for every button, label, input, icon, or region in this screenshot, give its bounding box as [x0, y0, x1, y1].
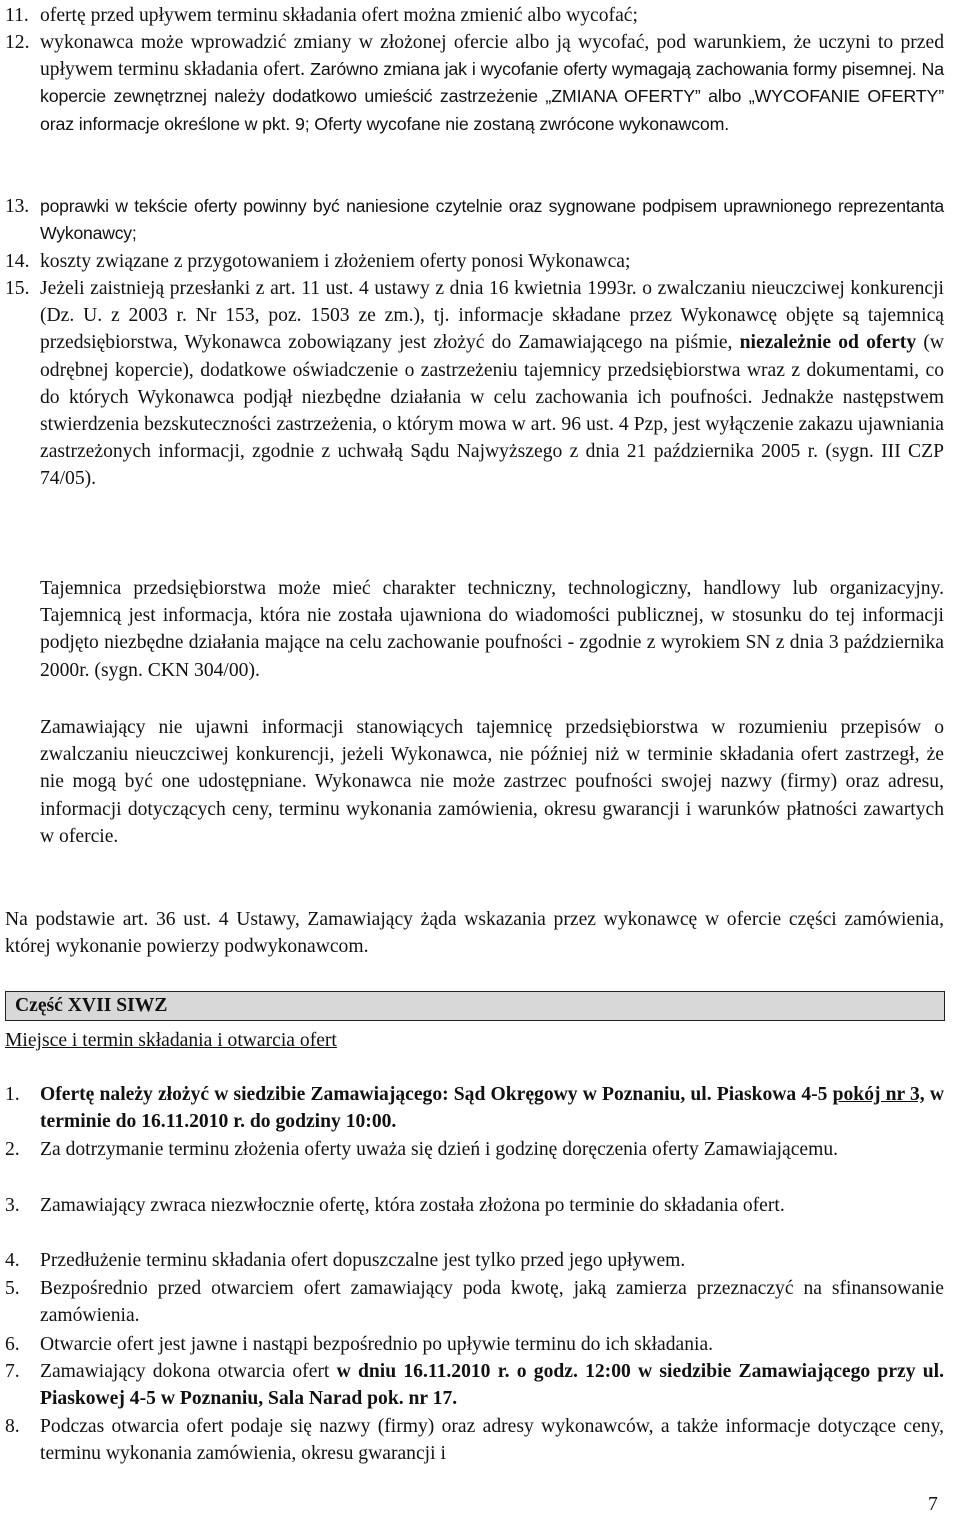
item-number: 11.	[5, 5, 29, 26]
item-text: Zamawiający zwraca niezwłocznie ofertę, która została złożona po terminie do składania ofert.	[40, 1195, 785, 1216]
item-text-part-a: Zamawiający dokona otwarcia ofert	[40, 1361, 337, 1382]
paragraph-text: Zamawiający nie ujawni informacji stanowiących tajemnicę przedsiębiorstwa w rozumieniu przepisów o zwalczaniu nieuczciwej konkurencji, jeżeli Wykonawca, nie później niż w terminie składania ofert zastrzegł, że nie mogą być one udostępniane. Wykonawca nie może zastrzec poufności swojej nazwy (firmy) oraz adresu, informacji dotyczących ceny, terminu wykonania zamówienia, okresu gwarancji i warunków płatności zawartych w ofercie.	[40, 717, 944, 847]
item-text-part-b: Zarówno zmiana jak i wycofanie oferty wymagają zachowania formy pisemnej. Na kopercie zewnętrznej należy dodatkowo umieścić zastrzeżenie „ZMIANA OFERTY” albo „WYCOFANIE OFERTY” oraz informacje określone w pkt. 9; Oferty wycofane nie zostaną zwrócone wykonawcom.	[40, 59, 944, 134]
item-text	[40, 275, 944, 493]
item-text-bold-a: Ofertę należy złożyć w siedzibie Zamawiającego: Sąd Okręgowy w Poznaniu, ul. Piaskowa 4-5	[40, 1084, 833, 1105]
page-number: 7	[928, 1494, 938, 1515]
list-item-6	[0, 1331, 960, 1358]
item-number: 3.	[5, 1195, 20, 1216]
item-number: 15.	[5, 278, 30, 299]
list-item-12	[0, 29, 960, 138]
section-title: Część XVII SIWZ	[15, 995, 168, 1016]
paragraph-zamawiajacy	[0, 714, 960, 850]
section-subtitle: Miejsce i termin składania i otwarcia ofert	[5, 1030, 337, 1051]
item-text	[40, 1081, 944, 1135]
list-item-13	[0, 193, 960, 247]
item-number: 5.	[5, 1278, 20, 1299]
paragraph-text: Tajemnica przedsiębiorstwa może mieć charakter techniczny, technologiczny, handlowy lub organizacyjny. Tajemnicą jest informacja, która nie została ujawniona do wiadomości publicznej, w stosunku do tej informacji podjęto niezbędne działania mające na celu zachowanie poufności - zgodnie z wyrokiem SN z dnia 3 października 2000r. (sygn. CKN 304/00).	[40, 578, 944, 681]
item-number: 12.	[5, 32, 30, 53]
item-text: poprawki w tekście oferty powinny być naniesione czytelnie oraz sygnowane podpisem uprawnionego reprezentanta Wykonawcy;	[40, 196, 944, 244]
item-text: Przedłużenie terminu składania ofert dopuszczalne jest tylko przed jego upływem.	[40, 1250, 686, 1271]
list-item-11	[0, 2, 960, 29]
item-text: Otwarcie ofert jest jawne i nastąpi bezpośrednio po upływie terminu do ich składania.	[40, 1334, 714, 1355]
item-number: 4.	[5, 1250, 20, 1271]
item-text: Za dotrzymanie terminu złożenia oferty uważa się dzień i godzinę doręczenia oferty Zamawiającemu.	[40, 1139, 839, 1160]
item-number: 14.	[5, 251, 30, 272]
list-item-7	[0, 1358, 960, 1412]
list-item-1	[0, 1081, 960, 1135]
list-item-2	[0, 1136, 960, 1163]
item-number: 8.	[5, 1416, 20, 1437]
item-text	[40, 29, 944, 138]
list-item-8	[0, 1413, 960, 1467]
list-item-4	[0, 1247, 960, 1274]
item-text: koszty związane z przygotowaniem i złożeniem oferty ponosi Wykonawca;	[40, 251, 631, 272]
item-number: 7.	[5, 1361, 20, 1382]
list-item-5	[0, 1275, 960, 1329]
item-text-bold: w dniu 16.11.2010 r. o godz. 12:00 w siedzibie Zamawiającego przy ul. Piaskowej 4-5 w Poznaniu, Sala Narad pok. nr 17.	[40, 1361, 944, 1410]
item-text-part-c: (w odrębnej kopercie), dodatkowe oświadczenie o zastrzeżeniu tajemnicy przedsiębiorstwa wraz z dokumentami, co do których Wykonawca podjął niezbędne działania w celu zachowania ich poufności. Jednakże następstwem stwierdzenia bezskuteczności zastrzeżenia, o którym mowa w art. 96 ust. 4 Pzp, jest wyłączenie zakazu ujawniania zastrzeżonych informacji, zgodnie z uchwałą Sądu Najwyższego z dnia 21 października 2005 r. (sygn. III CZP 74/05).	[40, 332, 944, 490]
paragraph-podstawa	[0, 906, 960, 960]
item-number: 6.	[5, 1334, 20, 1355]
list-item-3	[0, 1192, 960, 1219]
item-text: Bezpośrednio przed otwarciem ofert zamawiający poda kwotę, jaką zamierza przeznaczyć na sfinansowanie zamówienia.	[40, 1278, 944, 1327]
item-number: 2.	[5, 1139, 20, 1160]
list-item-14	[0, 248, 960, 275]
item-text-bold-c: w terminie do 16.11.2010 r. do godziny 10:00.	[40, 1084, 944, 1133]
paragraph-text: Na podstawie art. 36 ust. 4 Ustawy, Zamawiający żąda wskazania przez wykonawcę w ofercie części zamówienia, której wykonanie powierzy podwykonawcom.	[5, 909, 944, 958]
item-text-bold-underlined: pokój nr 3,	[832, 1084, 925, 1105]
item-text: Podczas otwarcia ofert podaje się nazwy (firmy) oraz adresy wykonawców, a także informacje dotyczące ceny, terminu wykonania zamówienia, okresu gwarancji i	[40, 1416, 944, 1465]
item-number: 13.	[5, 196, 29, 217]
item-text: ofertę przed upływem terminu składania ofert można zmienić albo wycofać;	[40, 5, 638, 26]
item-text-part-a: Jeżeli zaistnieją przesłanki z art. 11 ust. 4 ustawy z dnia 16 kwietnia 1993r. o zwalczaniu nieuczciwej konkurencji (Dz. U. z 2003 r. Nr 153, poz. 1503 ze zm.), tj. informacje składane przez Wykonawcę objęte są tajemnicą przedsiębiorstwa, Wykonawca zobowiązany jest złożyć do Zamawiającego na piśmie,	[40, 278, 944, 354]
item-number: 1.	[5, 1084, 20, 1105]
item-text-part-a: wykonawca może wprowadzić zmiany w złożonej ofercie albo ją wycofać, pod warunkiem, że uczyni to przed upływem terminu składania ofert.	[40, 32, 944, 81]
item-text	[40, 1358, 944, 1412]
list-item-15	[0, 275, 960, 493]
paragraph-tajemnica	[0, 575, 960, 684]
item-text-bold: niezależnie od oferty	[739, 332, 917, 354]
